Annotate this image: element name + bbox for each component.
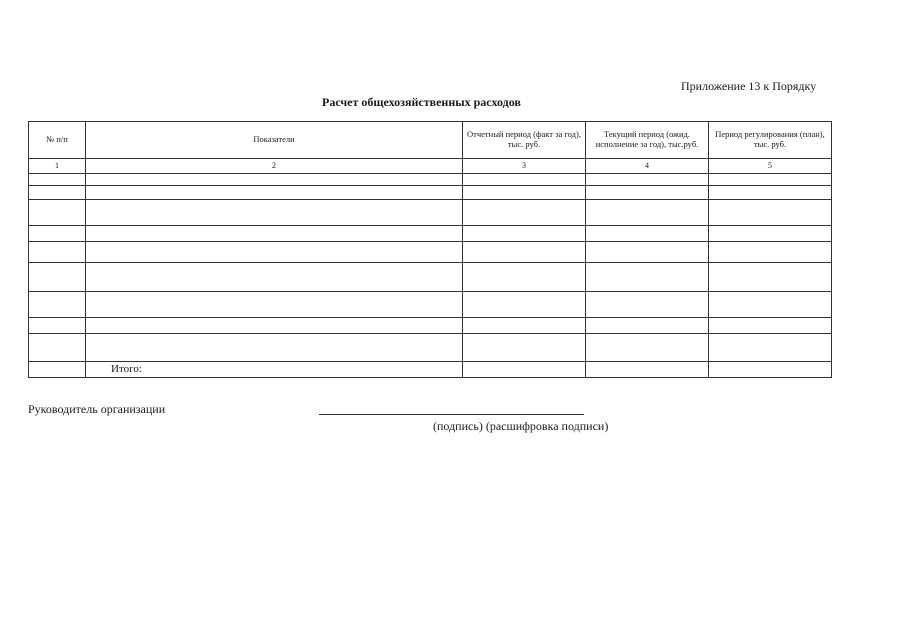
- signature-caption: (подпись) (расшифровка подписи): [433, 419, 609, 433]
- table-row: [29, 292, 832, 318]
- table-row: [29, 334, 832, 362]
- header-reporting-period: Отчетный период (факт за год), тыс. руб.: [463, 122, 586, 159]
- header-regulation-period: Период регулирования (план), тыс. руб.: [709, 122, 832, 159]
- total-label: Итого:: [86, 362, 463, 378]
- table-row: [29, 226, 832, 242]
- column-number: 3: [463, 159, 586, 174]
- document-title: Расчет общехозяйственных расходов: [322, 95, 521, 109]
- column-number: 1: [29, 159, 86, 174]
- table-header-row: [29, 122, 832, 159]
- column-number: 2: [86, 159, 463, 174]
- total-row: [29, 362, 832, 378]
- header-number: № п/п: [29, 122, 86, 159]
- table-row: [29, 263, 832, 292]
- table-row: [29, 186, 832, 200]
- table-row: [29, 174, 832, 186]
- signature-line: [319, 414, 584, 415]
- column-number-row: [29, 159, 832, 174]
- table-row: [29, 242, 832, 263]
- header-current-period: Текущий период (ожид. исполнение за год), тыс.руб.: [586, 122, 709, 159]
- expenses-table: [28, 121, 832, 378]
- table-row: [29, 318, 832, 334]
- column-number: 5: [709, 159, 832, 174]
- column-number: 4: [586, 159, 709, 174]
- signer-label: Руководитель организации: [28, 402, 166, 416]
- appendix-label: Приложение 13 к Порядку: [681, 79, 817, 93]
- header-indicators: Показатели: [86, 122, 463, 159]
- table-row: [29, 200, 832, 226]
